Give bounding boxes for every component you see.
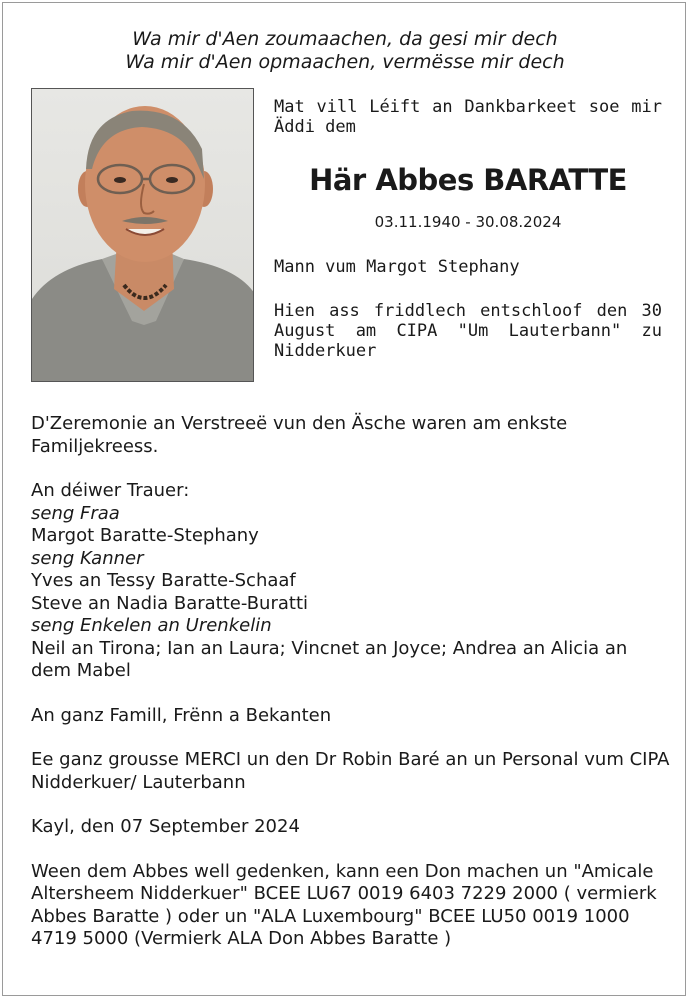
donation-text: Ween dem Abbes well gedenken, kann een Don machen un "Amicale Altersheem Nidderkuer" BCEE LU67 0019 6403 7229 2000 ( vermierk Abbes Baratte ) oder un "ALA Luxembourg" BCEE LU50 0019 1000 4719 5000 (Vermierk ALA Don Abbes Baratte ) <box>31 860 657 949</box>
notice-body <box>31 413 671 951</box>
wife-name: Margot Baratte-Stephany <box>31 525 259 546</box>
intro-text: Mat vill Léift an Dankbarkeet soe mir Äddi dem <box>274 97 662 137</box>
family-friends-text: An ganz Famill, Frënn a Bekanten <box>31 704 332 726</box>
motto-line-1: Wa mir d'Aen zoumaachen, da gesi mir dech <box>132 28 558 50</box>
mourners-heading: An déiwer Trauer: <box>31 480 190 501</box>
place-date: Kayl, den 07 September 2024 <box>31 816 300 837</box>
child-2: Steve an Nadia Baratte-Buratti <box>31 592 308 614</box>
portrait-photo <box>31 88 254 382</box>
grandchildren-label: seng Enkelen an Urenkelin <box>31 615 272 636</box>
motto-line-2: Wa mir d'Aen opmaachen, vermësse mir dech <box>125 51 565 73</box>
spouse-text: Mann vum Margot Stephany <box>274 257 520 277</box>
thanks-text: Ee ganz grousse MERCI un den Dr Robin Baré an un Personal vum CIPA Nidderkuer/ Lauterbann <box>31 749 670 793</box>
portrait-icon <box>32 89 254 382</box>
grandchildren-names: Neil an Tirona; Ian an Laura; Vincnet an Joyce; Andrea an Alicia an dem Mabel <box>31 637 628 681</box>
motto <box>0 28 690 74</box>
ceremony-text: D'Zeremonie an Verstreeë vun den Äsche waren am enkste Familjekreess. <box>31 413 568 457</box>
life-dates: 03.11.1940 - 30.08.2024 <box>374 213 562 231</box>
death-notice-text: Hien ass friddlech entschloof den 30 August am CIPA "Um Lauterbann" zu Nidderkuer <box>274 301 662 361</box>
wife-label: seng Fraa <box>31 502 120 524</box>
deceased-name: Här Abbes BARATTE <box>309 163 627 197</box>
children-label: seng Kanner <box>31 547 144 569</box>
child-1: Yves an Tessy Baratte-Schaaf <box>31 570 296 591</box>
